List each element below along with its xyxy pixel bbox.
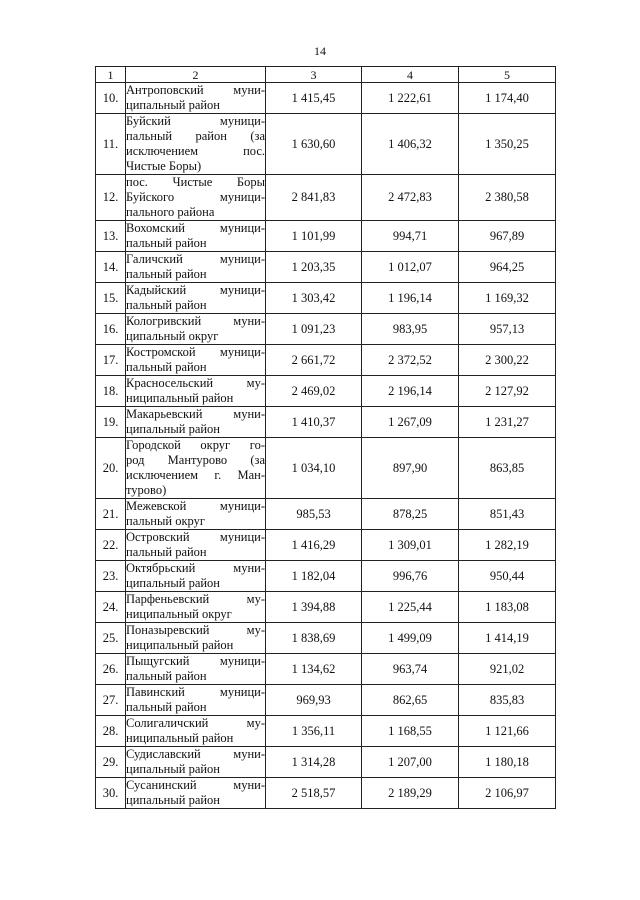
value-cell-5: 2 106,97 bbox=[459, 778, 556, 809]
row-number: 20. bbox=[96, 438, 126, 499]
municipality-name-line: Судиславский муни- bbox=[126, 747, 265, 761]
value-cell-3: 1 134,62 bbox=[266, 654, 362, 685]
municipality-name-line: Павинский муници- bbox=[126, 685, 265, 699]
table-row bbox=[96, 747, 556, 778]
table-row bbox=[96, 623, 556, 654]
table-row bbox=[96, 283, 556, 314]
value-cell-3: 1 410,37 bbox=[266, 407, 362, 438]
value-cell-3: 1 356,11 bbox=[266, 716, 362, 747]
row-number: 10. bbox=[96, 83, 126, 114]
header-cell-3: 3 bbox=[266, 67, 362, 83]
value-cell-3: 2 661,72 bbox=[266, 345, 362, 376]
municipality-name-line: Красносельский му- bbox=[126, 376, 265, 390]
table-row bbox=[96, 778, 556, 809]
value-cell-5: 1 180,18 bbox=[459, 747, 556, 778]
value-cell-4: 983,95 bbox=[362, 314, 459, 345]
municipality-name-line: ципальный округ bbox=[126, 329, 219, 343]
municipality-name-line: Кологривский муни- bbox=[126, 314, 265, 328]
municipality-name bbox=[126, 747, 266, 778]
table-row bbox=[96, 685, 556, 716]
row-number: 19. bbox=[96, 407, 126, 438]
municipality-name-line: Межевской муници- bbox=[126, 499, 265, 513]
value-cell-4: 1 499,09 bbox=[362, 623, 459, 654]
municipality-name-line: Макарьевский муни- bbox=[126, 407, 265, 421]
row-number: 26. bbox=[96, 654, 126, 685]
municipality-name-line: пальный район bbox=[126, 545, 207, 559]
row-number: 18. bbox=[96, 376, 126, 407]
municipality-name-line: ниципальный район bbox=[126, 731, 234, 745]
municipality-name-line: пального района bbox=[126, 205, 215, 219]
value-cell-5: 2 380,58 bbox=[459, 175, 556, 221]
municipality-name bbox=[126, 314, 266, 345]
municipality-name bbox=[126, 83, 266, 114]
value-cell-4: 2 189,29 bbox=[362, 778, 459, 809]
municipality-name-line: исключением г. Ман- bbox=[126, 468, 265, 482]
row-number: 15. bbox=[96, 283, 126, 314]
municipality-name bbox=[126, 592, 266, 623]
value-cell-4: 897,90 bbox=[362, 438, 459, 499]
value-cell-4: 1 168,55 bbox=[362, 716, 459, 747]
value-cell-3: 1 182,04 bbox=[266, 561, 362, 592]
row-number: 24. bbox=[96, 592, 126, 623]
municipality-name-line: пальный район bbox=[126, 267, 207, 281]
value-cell-5: 835,83 bbox=[459, 685, 556, 716]
municipality-name-line: Поназыревский му- bbox=[126, 623, 265, 637]
value-cell-3: 1 101,99 bbox=[266, 221, 362, 252]
value-cell-4: 862,65 bbox=[362, 685, 459, 716]
value-cell-3: 1 838,69 bbox=[266, 623, 362, 654]
table-row bbox=[96, 654, 556, 685]
table-row bbox=[96, 499, 556, 530]
header-cell-5: 5 bbox=[459, 67, 556, 83]
table-row bbox=[96, 221, 556, 252]
header-cell-4: 4 bbox=[362, 67, 459, 83]
value-cell-5: 1 414,19 bbox=[459, 623, 556, 654]
table-row bbox=[96, 83, 556, 114]
value-cell-4: 1 012,07 bbox=[362, 252, 459, 283]
municipality-name bbox=[126, 252, 266, 283]
municipality-name-line: ниципальный район bbox=[126, 638, 234, 652]
value-cell-5: 921,02 bbox=[459, 654, 556, 685]
value-cell-4: 878,25 bbox=[362, 499, 459, 530]
municipality-name-line: пальный район bbox=[126, 236, 207, 250]
row-number: 12. bbox=[96, 175, 126, 221]
value-cell-3: 1 091,23 bbox=[266, 314, 362, 345]
municipality-name-line: пальный район bbox=[126, 700, 207, 714]
value-cell-3: 985,53 bbox=[266, 499, 362, 530]
municipality-name bbox=[126, 499, 266, 530]
value-cell-5: 1 169,32 bbox=[459, 283, 556, 314]
value-cell-5: 967,89 bbox=[459, 221, 556, 252]
municipality-name-line: Сусанинский муни- bbox=[126, 778, 265, 792]
municipality-name bbox=[126, 623, 266, 654]
municipality-name-line: Чистые Боры) bbox=[126, 159, 202, 173]
table-row bbox=[96, 252, 556, 283]
row-number: 28. bbox=[96, 716, 126, 747]
municipality-name-line: ципальный район bbox=[126, 762, 220, 776]
municipality-name bbox=[126, 530, 266, 561]
row-number: 16. bbox=[96, 314, 126, 345]
municipality-name bbox=[126, 407, 266, 438]
table-row bbox=[96, 592, 556, 623]
table-row bbox=[96, 438, 556, 499]
value-cell-5: 957,13 bbox=[459, 314, 556, 345]
value-cell-4: 2 372,52 bbox=[362, 345, 459, 376]
table-row bbox=[96, 561, 556, 592]
municipality-name-line: пальный район bbox=[126, 669, 207, 683]
municipality-name-line: ципальный район bbox=[126, 98, 220, 112]
table-row bbox=[96, 530, 556, 561]
value-cell-4: 1 207,00 bbox=[362, 747, 459, 778]
municipality-name-line: Буйский муници- bbox=[126, 114, 265, 128]
value-cell-4: 1 309,01 bbox=[362, 530, 459, 561]
table-row bbox=[96, 175, 556, 221]
value-cell-3: 2 841,83 bbox=[266, 175, 362, 221]
municipality-name bbox=[126, 345, 266, 376]
value-cell-3: 1 415,45 bbox=[266, 83, 362, 114]
municipality-name-line: пос. Чистые Боры bbox=[126, 175, 265, 189]
table-row bbox=[96, 716, 556, 747]
municipality-name-line: исключением пос. bbox=[126, 144, 265, 158]
municipality-name-line: род Мантурово (за bbox=[126, 453, 265, 467]
value-cell-4: 1 406,32 bbox=[362, 114, 459, 175]
row-number: 23. bbox=[96, 561, 126, 592]
value-cell-3: 2 469,02 bbox=[266, 376, 362, 407]
value-cell-5: 851,43 bbox=[459, 499, 556, 530]
table-row bbox=[96, 114, 556, 175]
municipality-name bbox=[126, 654, 266, 685]
municipality-name-line: пальный район (за bbox=[126, 129, 265, 143]
municipality-name-line: Парфеньевский му- bbox=[126, 592, 265, 606]
municipality-name-line: Вохомский муници- bbox=[126, 221, 265, 235]
header-cell-2: 2 bbox=[126, 67, 266, 83]
row-number: 29. bbox=[96, 747, 126, 778]
table-body bbox=[96, 67, 556, 809]
value-cell-3: 1 314,28 bbox=[266, 747, 362, 778]
value-cell-5: 2 300,22 bbox=[459, 345, 556, 376]
municipality-name-line: Антроповский муни- bbox=[126, 83, 265, 97]
value-cell-3: 1 034,10 bbox=[266, 438, 362, 499]
municipality-name bbox=[126, 283, 266, 314]
page-number: 14 bbox=[314, 44, 326, 58]
value-cell-3: 1 630,60 bbox=[266, 114, 362, 175]
municipality-name-line: Островский муници- bbox=[126, 530, 265, 544]
value-cell-5: 964,25 bbox=[459, 252, 556, 283]
table-row bbox=[96, 376, 556, 407]
municipality-name-line: Кадыйский муници- bbox=[126, 283, 265, 297]
data-table bbox=[95, 66, 556, 809]
municipality-name bbox=[126, 376, 266, 407]
municipality-name bbox=[126, 561, 266, 592]
value-cell-5: 863,85 bbox=[459, 438, 556, 499]
municipality-name-line: Городской округ го- bbox=[126, 438, 265, 452]
row-number: 21. bbox=[96, 499, 126, 530]
value-cell-4: 963,74 bbox=[362, 654, 459, 685]
value-cell-5: 1 350,25 bbox=[459, 114, 556, 175]
value-cell-3: 1 416,29 bbox=[266, 530, 362, 561]
value-cell-4: 994,71 bbox=[362, 221, 459, 252]
row-number: 30. bbox=[96, 778, 126, 809]
value-cell-5: 1 231,27 bbox=[459, 407, 556, 438]
value-cell-4: 1 267,09 bbox=[362, 407, 459, 438]
municipality-name bbox=[126, 778, 266, 809]
table-row bbox=[96, 314, 556, 345]
row-number: 14. bbox=[96, 252, 126, 283]
row-number: 17. bbox=[96, 345, 126, 376]
value-cell-4: 1 196,14 bbox=[362, 283, 459, 314]
value-cell-3: 1 394,88 bbox=[266, 592, 362, 623]
value-cell-5: 1 282,19 bbox=[459, 530, 556, 561]
value-cell-3: 1 203,35 bbox=[266, 252, 362, 283]
municipality-name-line: пальный район bbox=[126, 298, 207, 312]
municipality-name-line: ниципальный округ bbox=[126, 607, 232, 621]
value-cell-4: 996,76 bbox=[362, 561, 459, 592]
value-cell-5: 1 183,08 bbox=[459, 592, 556, 623]
municipality-name-line: пальный округ bbox=[126, 514, 205, 528]
municipality-name-line: Солигаличский му- bbox=[126, 716, 265, 730]
value-cell-4: 1 222,61 bbox=[362, 83, 459, 114]
row-number: 25. bbox=[96, 623, 126, 654]
row-number: 22. bbox=[96, 530, 126, 561]
table-row bbox=[96, 345, 556, 376]
municipality-name-line: Октябрьский муни- bbox=[126, 561, 265, 575]
municipality-name-line: ципальный район bbox=[126, 793, 220, 807]
value-cell-4: 1 225,44 bbox=[362, 592, 459, 623]
value-cell-4: 2 472,83 bbox=[362, 175, 459, 221]
value-cell-4: 2 196,14 bbox=[362, 376, 459, 407]
value-cell-5: 1 121,66 bbox=[459, 716, 556, 747]
header-cell-1: 1 bbox=[96, 67, 126, 83]
municipality-name bbox=[126, 438, 266, 499]
row-number: 27. bbox=[96, 685, 126, 716]
municipality-name bbox=[126, 716, 266, 747]
municipality-name-line: ниципальный район bbox=[126, 391, 234, 405]
municipality-name-line: турово) bbox=[126, 483, 167, 497]
municipality-name-line: ципальный район bbox=[126, 422, 220, 436]
value-cell-5: 2 127,92 bbox=[459, 376, 556, 407]
municipality-name-line: Галичский муници- bbox=[126, 252, 265, 266]
municipality-name-line: ципальный район bbox=[126, 576, 220, 590]
row-number: 11. bbox=[96, 114, 126, 175]
municipality-name-line: пальный район bbox=[126, 360, 207, 374]
table-header-row bbox=[96, 67, 556, 83]
municipality-name bbox=[126, 114, 266, 175]
municipality-name-line: Буйского муници- bbox=[126, 190, 265, 204]
municipality-name bbox=[126, 221, 266, 252]
municipality-name-line: Костромской муници- bbox=[126, 345, 265, 359]
municipality-name bbox=[126, 685, 266, 716]
value-cell-3: 1 303,42 bbox=[266, 283, 362, 314]
table-row bbox=[96, 407, 556, 438]
value-cell-5: 950,44 bbox=[459, 561, 556, 592]
value-cell-5: 1 174,40 bbox=[459, 83, 556, 114]
value-cell-3: 2 518,57 bbox=[266, 778, 362, 809]
municipality-name bbox=[126, 175, 266, 221]
municipality-name-line: Пыщугский муници- bbox=[126, 654, 265, 668]
row-number: 13. bbox=[96, 221, 126, 252]
value-cell-3: 969,93 bbox=[266, 685, 362, 716]
